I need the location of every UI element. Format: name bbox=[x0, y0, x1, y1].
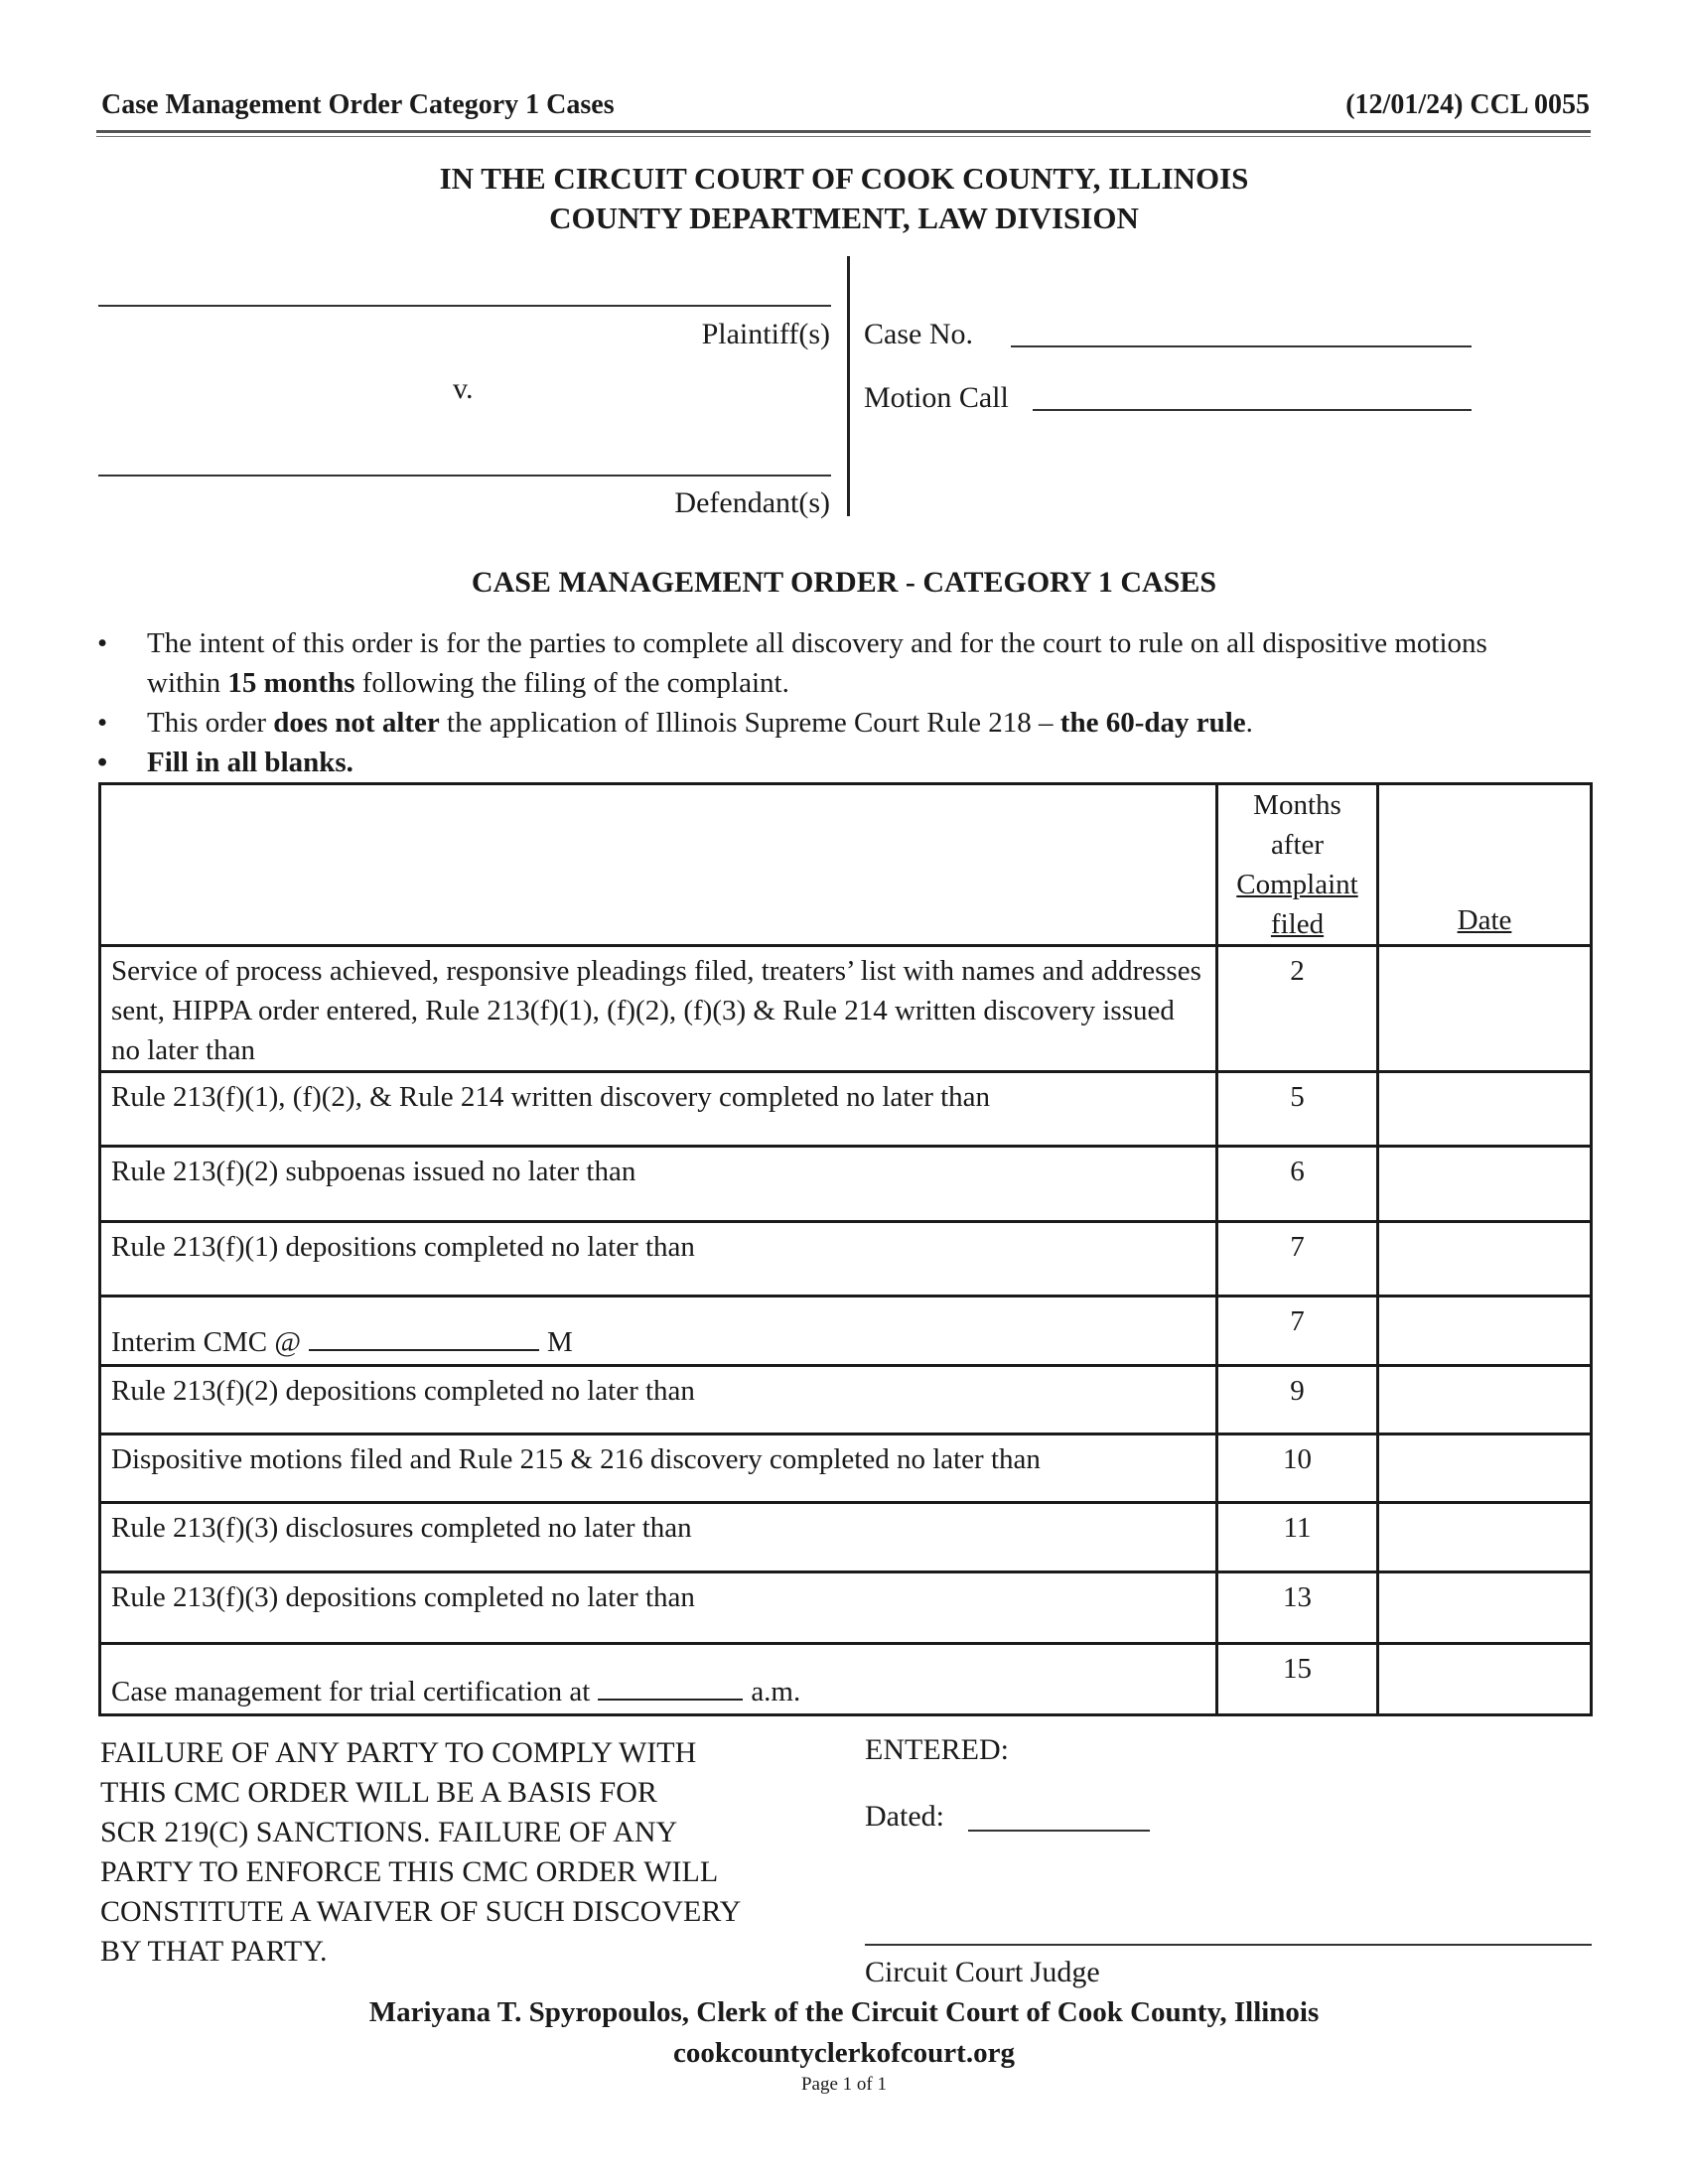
sanctions-warning: FAILURE OF ANY PARTY TO COMPLY WITH THIS CMC ORDER WILL BE A BASIS FOR SCR 219(C) SANCTIONS. FAILURE OF ANY PARTY TO ENFORCE THIS CMC ORDER WILL CONSTITUTE A WAIVER OF SUCH DISCOVERY BY THAT PARTY. bbox=[100, 1736, 742, 1968]
judge-signature-field[interactable] bbox=[865, 1944, 1592, 1946]
row-description: Rule 213(f)(2) depositions completed no later than bbox=[100, 1366, 1217, 1434]
row-description: Rule 213(f)(1), (f)(2), & Rule 214 written discovery completed no later than bbox=[100, 1072, 1217, 1147]
judge-label: Circuit Court Judge bbox=[865, 1956, 1100, 1988]
entered-label: ENTERED: bbox=[865, 1733, 1009, 1766]
row-date-field[interactable] bbox=[1378, 1222, 1592, 1297]
table-row bbox=[100, 1434, 1592, 1503]
table-row bbox=[100, 1147, 1592, 1222]
defendant-name-field[interactable] bbox=[98, 475, 831, 477]
header-months-cell: Months after Complaint filed bbox=[1217, 784, 1378, 946]
row-date-field[interactable] bbox=[1378, 1503, 1592, 1572]
court-department: COUNTY DEPARTMENT, LAW DIVISION bbox=[549, 201, 1139, 235]
plaintiff-name-field[interactable] bbox=[98, 305, 831, 307]
row-months: 15 bbox=[1217, 1644, 1378, 1715]
row-description: Service of process achieved, responsive pleadings filed, treaters’ list with names and addresses sent, HIPPA order entered, Rule 213(f)(1), (f)(2), (f)(3) & Rule 214 written discovery issued no later than bbox=[100, 946, 1217, 1072]
table-row bbox=[100, 1297, 1592, 1366]
header-rule-thin bbox=[96, 136, 1591, 137]
defendant-label: Defendant(s) bbox=[674, 486, 830, 519]
row-date-field[interactable] bbox=[1378, 1366, 1592, 1434]
form-number: (12/01/24) CCL 0055 bbox=[1345, 89, 1590, 120]
dated-label: Dated: bbox=[865, 1800, 944, 1833]
row-months: 13 bbox=[1217, 1572, 1378, 1644]
row-months: 11 bbox=[1217, 1503, 1378, 1572]
row-date-field[interactable] bbox=[1378, 1434, 1592, 1503]
clerk-website: cookcountyclerkofcourt.org bbox=[673, 2037, 1015, 2069]
table-row bbox=[100, 1572, 1592, 1644]
row-date-field[interactable] bbox=[1378, 1072, 1592, 1147]
caption-divider bbox=[847, 256, 850, 516]
row-months: 7 bbox=[1217, 1222, 1378, 1297]
interim-cmc-time-field[interactable] bbox=[309, 1327, 539, 1351]
table-row bbox=[100, 1072, 1592, 1147]
table-row bbox=[100, 1366, 1592, 1434]
row-months: 7 bbox=[1217, 1297, 1378, 1366]
row-description: Interim CMC @ M bbox=[100, 1297, 1217, 1366]
header-rule bbox=[96, 130, 1591, 133]
page-number: Page 1 of 1 bbox=[800, 2074, 887, 2095]
table-row bbox=[100, 1644, 1592, 1715]
bullet-marker: • bbox=[97, 627, 108, 659]
row-months: 6 bbox=[1217, 1147, 1378, 1222]
plaintiff-label: Plaintiff(s) bbox=[701, 318, 830, 350]
bullet-marker: • bbox=[97, 707, 108, 739]
case-no-field[interactable] bbox=[1011, 345, 1472, 347]
row-months: 10 bbox=[1217, 1434, 1378, 1503]
header-blank-cell bbox=[100, 784, 1217, 946]
table-header-row bbox=[100, 784, 1592, 946]
row-description: Rule 213(f)(3) depositions completed no later than bbox=[100, 1572, 1217, 1644]
row-date-field[interactable] bbox=[1378, 1644, 1592, 1715]
row-description: Rule 213(f)(3) disclosures completed no later than bbox=[100, 1503, 1217, 1572]
row-date-field[interactable] bbox=[1378, 946, 1592, 1072]
bullet-rule-218: This order does not alter the application of Illinois Supreme Court Rule 218 – the 60-day rule. bbox=[147, 707, 1253, 739]
bullet-intent: The intent of this order is for the parties to complete all discovery and for the court to rule on all dispositive motions within 15 months following the filing of the complaint. bbox=[147, 627, 1487, 699]
clerk-name: Mariyana T. Spyropoulos, Clerk of the Circuit Court of Cook County, Illinois bbox=[368, 1996, 1320, 2028]
row-description: Dispositive motions filed and Rule 215 & 216 discovery completed no later than bbox=[100, 1434, 1217, 1503]
motion-call-label: Motion Call bbox=[864, 381, 1009, 414]
case-no-label: Case No. bbox=[864, 318, 973, 350]
bullet-fill-blanks: Fill in all blanks. bbox=[147, 747, 353, 778]
table-row bbox=[100, 1222, 1592, 1297]
order-title: CASE MANAGEMENT ORDER - CATEGORY 1 CASES bbox=[471, 566, 1217, 599]
schedule-table bbox=[98, 782, 1593, 1716]
row-description: Rule 213(f)(2) subpoenas issued no later than bbox=[100, 1147, 1217, 1222]
row-date-field[interactable] bbox=[1378, 1572, 1592, 1644]
table-row bbox=[100, 946, 1592, 1072]
court-name: IN THE CIRCUIT COURT OF COOK COUNTY, ILLINOIS bbox=[439, 161, 1249, 196]
row-months: 5 bbox=[1217, 1072, 1378, 1147]
row-description: Rule 213(f)(1) depositions completed no later than bbox=[100, 1222, 1217, 1297]
versus-label: v. bbox=[453, 372, 474, 405]
motion-call-field[interactable] bbox=[1033, 409, 1472, 411]
form-title: Case Management Order Category 1 Cases bbox=[101, 89, 615, 120]
trial-cert-time-field[interactable] bbox=[598, 1677, 743, 1701]
header-date-cell: Date bbox=[1378, 784, 1592, 946]
row-description: Case management for trial certification at a.m. bbox=[100, 1644, 1217, 1715]
row-months: 9 bbox=[1217, 1366, 1378, 1434]
row-date-field[interactable] bbox=[1378, 1147, 1592, 1222]
dated-field[interactable] bbox=[968, 1830, 1150, 1832]
table-row bbox=[100, 1503, 1592, 1572]
row-months: 2 bbox=[1217, 946, 1378, 1072]
row-date-field[interactable] bbox=[1378, 1297, 1592, 1366]
bullet-marker: • bbox=[97, 747, 108, 778]
